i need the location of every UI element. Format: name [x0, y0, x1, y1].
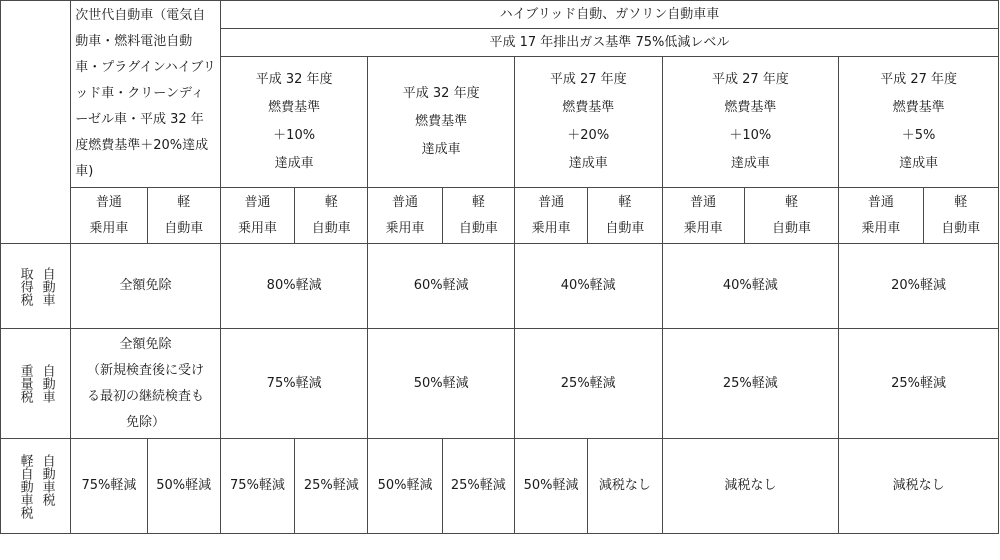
next-gen-juryo-cell: [71, 329, 221, 439]
group-line: 達成車: [730, 156, 770, 172]
next-gen-header: [71, 1, 221, 188]
row-label-b: 自動車: [39, 266, 55, 306]
cell-line: （新規検査後に受け: [87, 362, 205, 378]
sub-line: 自動車: [772, 220, 812, 236]
group-header: [662, 57, 839, 188]
sub-header-futsu: [839, 188, 923, 244]
group-line: 平成 27 年度: [711, 72, 789, 88]
cell-value: 25%軽減: [442, 439, 514, 534]
group-line: 平成 32 年度: [255, 72, 333, 88]
cell-value: 25%軽減: [295, 439, 368, 534]
sub-line: 乗用車: [385, 220, 425, 236]
sub-line: 乗用車: [861, 220, 901, 236]
group-line: 達成車: [899, 156, 939, 172]
sub-header-kei: [588, 188, 662, 244]
group-header: [220, 57, 368, 188]
sub-header-futsu: [662, 188, 744, 244]
cell-value: 40%軽減: [662, 244, 839, 329]
sub-header-futsu: [368, 188, 442, 244]
cell-value: 25%軽減: [662, 329, 839, 439]
sub-line: 普通: [392, 194, 419, 210]
row-label-juryo: [1, 329, 71, 439]
cell-line: 免除）: [126, 414, 166, 430]
sub-header-kei: [923, 188, 999, 244]
cell-value: 50%軽減: [147, 439, 220, 534]
cell-value: 50%軽減: [368, 439, 442, 534]
row-label-b: 自動車: [39, 364, 55, 403]
cell-value: 75%軽減: [220, 439, 294, 534]
sub-line: 自動車: [458, 220, 498, 236]
sub-line: 自動車: [941, 220, 981, 236]
group-line: 燃費基準: [268, 100, 321, 116]
sub-line: 軽: [177, 194, 191, 210]
cell-value: 25%軽減: [839, 329, 999, 439]
group-header: [368, 57, 515, 188]
group-line: 平成 32 年度: [402, 86, 480, 102]
sub-line: 乗用車: [89, 220, 129, 236]
group-line: 平成 27 年度: [549, 72, 627, 88]
cell-value: 40%軽減: [514, 244, 662, 329]
cell-value: 減税なし: [839, 439, 999, 534]
sub-header-kei: [295, 188, 368, 244]
cell-line: る最初の継続検査も: [87, 388, 205, 404]
row-label-a: 重量税: [17, 364, 33, 403]
cell-value: 60%軽減: [368, 244, 515, 329]
cell-line: 全額免除: [119, 336, 172, 352]
cell-value: 減税なし: [588, 439, 662, 534]
sub-line: 軽: [618, 194, 632, 210]
cell-value: 50%軽減: [514, 439, 587, 534]
cell-value: 75%軽減: [220, 329, 368, 439]
group-line: 燃費基準: [415, 114, 468, 130]
emission-header: 平成 17 年排出ガス基準 75%低減レベル: [220, 29, 998, 57]
row-label-a: 取得税: [17, 266, 33, 306]
sub-line: 自動車: [605, 220, 645, 236]
group-line: 平成 27 年度: [880, 72, 957, 88]
row-label-shutoku: [1, 244, 71, 329]
cell-value: 50%軽減: [368, 329, 515, 439]
sub-line: 自動車: [311, 220, 351, 236]
group-line: 燃費基準: [562, 100, 615, 116]
group-line: ＋10%: [273, 128, 316, 144]
sub-line: 軽: [471, 194, 485, 210]
sub-line: 普通: [95, 194, 122, 210]
row-label-kei: [1, 439, 71, 534]
sub-line: 普通: [690, 194, 717, 210]
sub-line: 普通: [244, 194, 271, 210]
corner-cell: [1, 1, 71, 244]
sub-header-kei: [147, 188, 220, 244]
row-label-b: 自動車税: [39, 453, 55, 506]
sub-line: 乗用車: [237, 220, 277, 236]
sub-header-futsu: [71, 188, 147, 244]
cell-value: 全額免除: [71, 244, 221, 329]
cell-value: 80%軽減: [220, 244, 368, 329]
group-line: 達成車: [421, 142, 461, 158]
sub-line: 乗用車: [683, 220, 723, 236]
row-label-a: 軽自動車税: [17, 453, 33, 519]
group-header: [839, 57, 999, 188]
hybrid-gas-header: ハイブリッド自動、ガソリン自動車車: [220, 1, 998, 29]
sub-line: 自動車: [164, 220, 204, 236]
sub-header-kei: [744, 188, 838, 244]
group-line: 達成車: [274, 156, 314, 172]
sub-line: 普通: [867, 194, 894, 210]
sub-line: 軽: [324, 194, 338, 210]
sub-line: 軽: [954, 194, 968, 210]
sub-header-kei: [442, 188, 514, 244]
cell-value: 20%軽減: [839, 244, 999, 329]
group-line: ＋20%: [567, 128, 610, 144]
group-header: [514, 57, 662, 188]
cell-value: 減税なし: [662, 439, 839, 534]
cell-value: 75%軽減: [71, 439, 147, 534]
group-line: ＋10%: [729, 128, 772, 144]
sub-header-futsu: [220, 188, 294, 244]
cell-value: 25%軽減: [514, 329, 662, 439]
group-line: 燃費基準: [724, 100, 777, 116]
sub-line: 乗用車: [531, 220, 571, 236]
group-line: 燃費基準: [892, 100, 945, 116]
group-line: 達成車: [568, 156, 608, 172]
sub-line: 軽: [785, 194, 799, 210]
group-line: ＋5%: [901, 128, 936, 144]
next-gen-header-text: 次世代自動車（電気自動車・燃料電池自動車・プラグインハイブリッド車・クリーンディーゼル車・平成 32 年度燃費基準＋20%達成車): [75, 8, 216, 179]
sub-header-futsu: [514, 188, 587, 244]
sub-line: 普通: [538, 194, 565, 210]
